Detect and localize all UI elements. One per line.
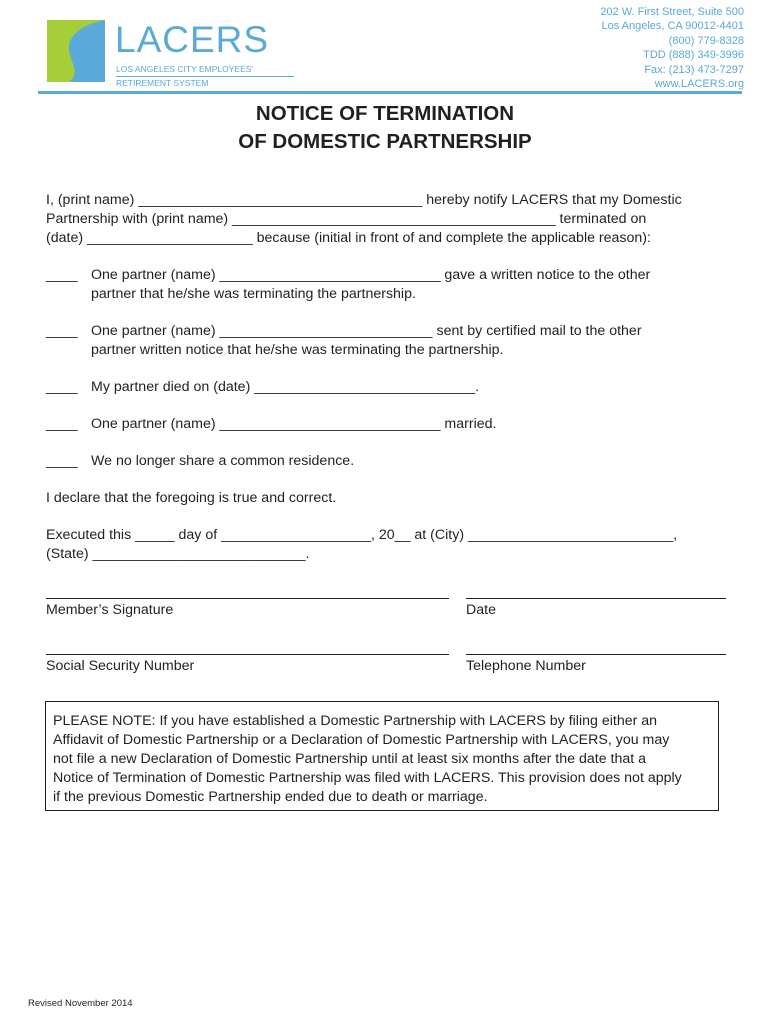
- reason-3-line-1[interactable]: My partner died on (date) ____________________________.: [91, 379, 480, 395]
- reason-2-initial-blank[interactable]: ____: [46, 323, 78, 339]
- form-title-line-1: NOTICE OF TERMINATION: [255, 102, 515, 125]
- reason-5-initial-blank[interactable]: ____: [46, 453, 78, 469]
- date-label: Date: [466, 602, 496, 618]
- address-fax: Fax: (213) 473-7297: [644, 63, 744, 76]
- telephone-label: Telephone Number: [466, 658, 586, 674]
- logo-name: LACERS: [115, 19, 270, 60]
- reason-2-line-2: partner written notice that he/she was terminating the partnership.: [91, 342, 504, 358]
- address-website[interactable]: www.LACERS.org: [654, 78, 744, 91]
- lacers-logo-icon: [47, 20, 105, 82]
- address-tdd: TDD (888) 349-3996: [643, 49, 744, 62]
- address-phone: (800) 779-8328: [668, 34, 744, 47]
- intro-line-3[interactable]: (date) _____________________ because (initial in front of and complete the applicable reason):: [46, 230, 651, 246]
- reason-1-initial-blank[interactable]: ____: [46, 267, 78, 283]
- ssn-label: Social Security Number: [46, 658, 195, 674]
- reason-2-line-1[interactable]: One partner (name) ___________________________ sent by certified mail to the other: [91, 323, 642, 339]
- reason-1-line-1[interactable]: One partner (name) ____________________________ gave a written notice to the other: [91, 267, 651, 283]
- revision-date: Revised November 2014: [28, 998, 133, 1009]
- note-line-2: Affidavit of Domestic Partnership or a Declaration of Domestic Partnership with LACERS, you may: [53, 732, 670, 748]
- date-line[interactable]: [466, 598, 726, 599]
- lacers-logo: [47, 19, 270, 88]
- member-signature-line[interactable]: [46, 598, 449, 599]
- address-block: [600, 5, 744, 91]
- telephone-line[interactable]: [466, 654, 726, 655]
- executed-line-2[interactable]: (State) ___________________________.: [46, 546, 310, 562]
- declaration-text: I declare that the foregoing is true and correct.: [46, 490, 337, 506]
- header-divider: [38, 91, 742, 94]
- member-signature-label: Member’s Signature: [46, 602, 174, 618]
- form-title-line-2: OF DOMESTIC PARTNERSHIP: [238, 130, 532, 153]
- ssn-line[interactable]: [46, 654, 449, 655]
- note-line-1: PLEASE NOTE: If you have established a Domestic Partnership with LACERS by filing either an: [53, 713, 658, 729]
- reason-5-line-1: We no longer share a common residence.: [91, 453, 355, 469]
- note-line-3: not file a new Declaration of Domestic Partnership until at least six months after the date that a: [53, 751, 647, 767]
- address-city: Los Angeles, CA 90012-4401: [601, 20, 744, 33]
- address-street: 202 W. First Street, Suite 500: [600, 6, 744, 18]
- note-line-5: if the previous Domestic Partnership ended due to death or marriage.: [53, 789, 488, 805]
- intro-line-1[interactable]: I, (print name) ____________________________________ hereby notify LACERS that my Domestic: [46, 192, 682, 208]
- reason-4-line-1[interactable]: One partner (name) ____________________________ married.: [91, 416, 497, 432]
- executed-line-1[interactable]: Executed this _____ day of ___________________, 20__ at (City) __________________________,: [46, 527, 678, 543]
- intro-line-2[interactable]: Partnership with (print name) _________________________________________ terminated on: [46, 211, 647, 227]
- logo-subtitle-1: LOS ANGELES CITY EMPLOYEES': [116, 64, 294, 77]
- note-line-4: Notice of Termination of Domestic Partnership was filed with LACERS. This provision does not apply: [53, 770, 682, 786]
- reason-3-initial-blank[interactable]: ____: [46, 379, 78, 395]
- reason-4-initial-blank[interactable]: ____: [46, 416, 78, 432]
- please-note-box: [45, 701, 719, 811]
- reason-1-line-2: partner that he/she was terminating the partnership.: [91, 286, 416, 302]
- logo-subtitle-2: RETIREMENT SYSTEM: [116, 78, 209, 88]
